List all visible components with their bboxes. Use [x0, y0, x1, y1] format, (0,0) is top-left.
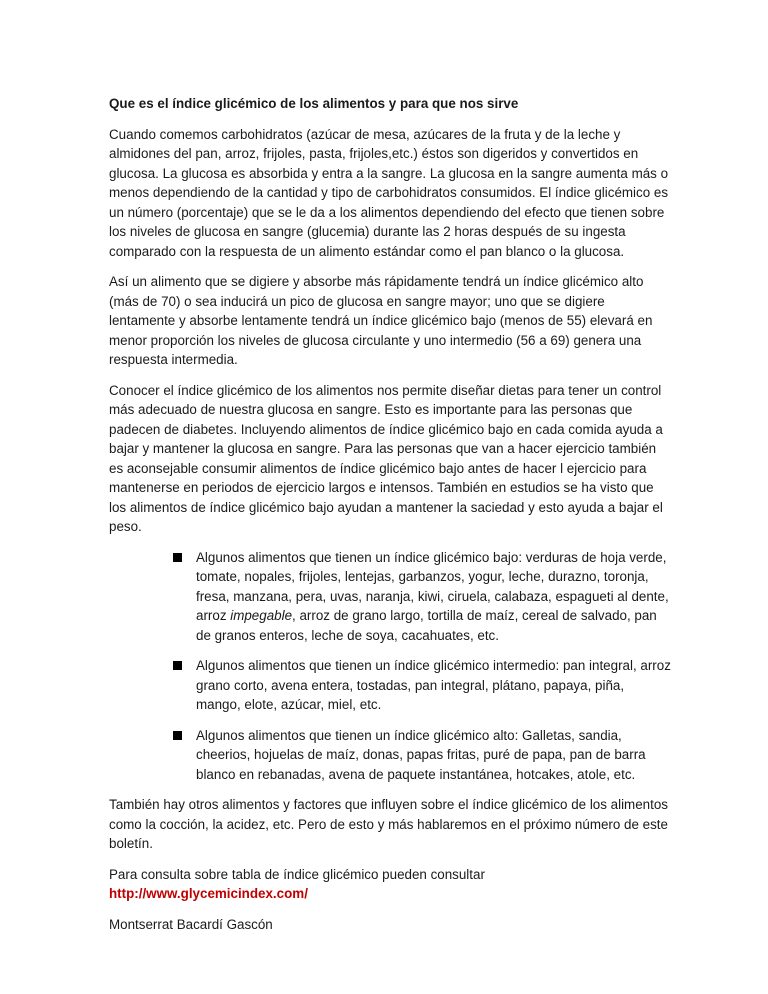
paragraph-benefits: Conocer el índice glicémico de los alimentos nos permite diseñar dietas para tener un control más adecuado de nuestra glucosa en sangre. Esto es importante para las personas que padecen de diabetes. Incluyendo alimentos de índice glicémico bajo en cada comida ayuda a bajar y mantener la glucosa en sangre. Para las personas que van a hacer ejercicio también es aconsejable consumir alimentos de índice glicémico bajo antes de hacer l ejercicio para mantenerse en periodos de ejercicio largos e intensos. También en estudios se ha visto que los alimentos de índice glicémico bajo ayudan a mantener la saciedad y esto ayuda a bajar el peso. — [109, 382, 663, 534]
low-gi-text-end: , arroz de grano largo, tortilla de maíz, cereal de salvado, pan de granos enteros, leche de soya, cacahuates, etc. — [196, 608, 657, 643]
low-gi-italic-word: impegable — [230, 608, 293, 623]
glycemic-index-link[interactable]: http://www.glycemicindex.com/ — [109, 886, 308, 901]
paragraph-absorption: Así un alimento que se digiere y absorbe más rápidamente tendrá un índice glicémico alto (más de 70) o sea inducirá un pico de glucosa en sangre mayor; uno que se digiere lentamente y absorbe lentamente tendrá un índice glicémico bajo (menos de 55) elevará en menor proporción los niveles de glucosa circulante y uno intermedio (56 a 69) genera una respuesta intermedia. — [109, 274, 653, 367]
list-item-medium-gi — [196, 656, 672, 715]
document-title: Que es el índice glicémico de los alimentos y para que nos sirve — [109, 96, 519, 111]
square-bullet-icon — [173, 553, 182, 562]
high-gi-text: Algunos alimentos que tienen un índice glicémico alto: Galletas, sandia, cheerios, hojuelas de maíz, donas, papas fritas, puré de papa, pan de barra blanco en rebanadas, avena de paquete instantánea, hotcakes, atole, etc. — [196, 727, 646, 782]
paragraph-intro: Cuando comemos carbohidratos (azúcar de mesa, azúcares de la fruta y de la leche y almidones del pan, arroz, frijoles, pasta, frijoles,etc.) éstos son digeridos y convertidos en glucosa. La glucosa es absorbida y entra a la sangre. La glucosa en la sangre aumenta más o menos dependiendo de la cantidad y tipo de carbohidratos consumidos. El índice glicémico es un número (porcentaje) que se le da a los alimentos dependiendo del efecto que tienen sobre los niveles de glucosa en sangre (glucemia) durante las 2 horas después de su ingesta comparado con la respuesta de un alimento estándar como el pan blanco o la glucosa. — [109, 126, 669, 259]
consult-text: Para consulta sobre tabla de índice glicémico pueden consultar — [109, 866, 485, 882]
medium-gi-text: Algunos alimentos que tienen un índice glicémico intermedio: pan integral, arroz grano corto, avena entera, tostadas, pan integral, plátano, papaya, piña, mango, elote, azúcar, miel, etc. — [196, 658, 671, 712]
square-bullet-icon — [173, 661, 182, 670]
low-gi-text-start: Algunos alimentos que tienen un índice glicémico bajo: verduras de hoja verde, tomate, nopales, frijoles, lentejas, garbanzos, yogur, leche, durazno, toronja, fresa, manzana, pera, uvas, naranja, kiwi, ciruela, calabaza, espagueti al dente, arroz — [196, 549, 669, 623]
list-item-high-gi — [196, 726, 672, 785]
list-item-low-gi — [196, 548, 672, 646]
author-signature: Montserrat Bacardí Gascón — [109, 916, 273, 932]
food-list — [109, 548, 672, 785]
paragraph-other-factors: También hay otros alimentos y factores que influyen sobre el índice glicémico de los alimentos como la cocción, la acidez, etc. Pero de esto y más hablaremos en el próximo número de este boletín. — [109, 797, 668, 851]
paragraph-consult — [109, 865, 672, 904]
square-bullet-icon — [173, 731, 182, 740]
